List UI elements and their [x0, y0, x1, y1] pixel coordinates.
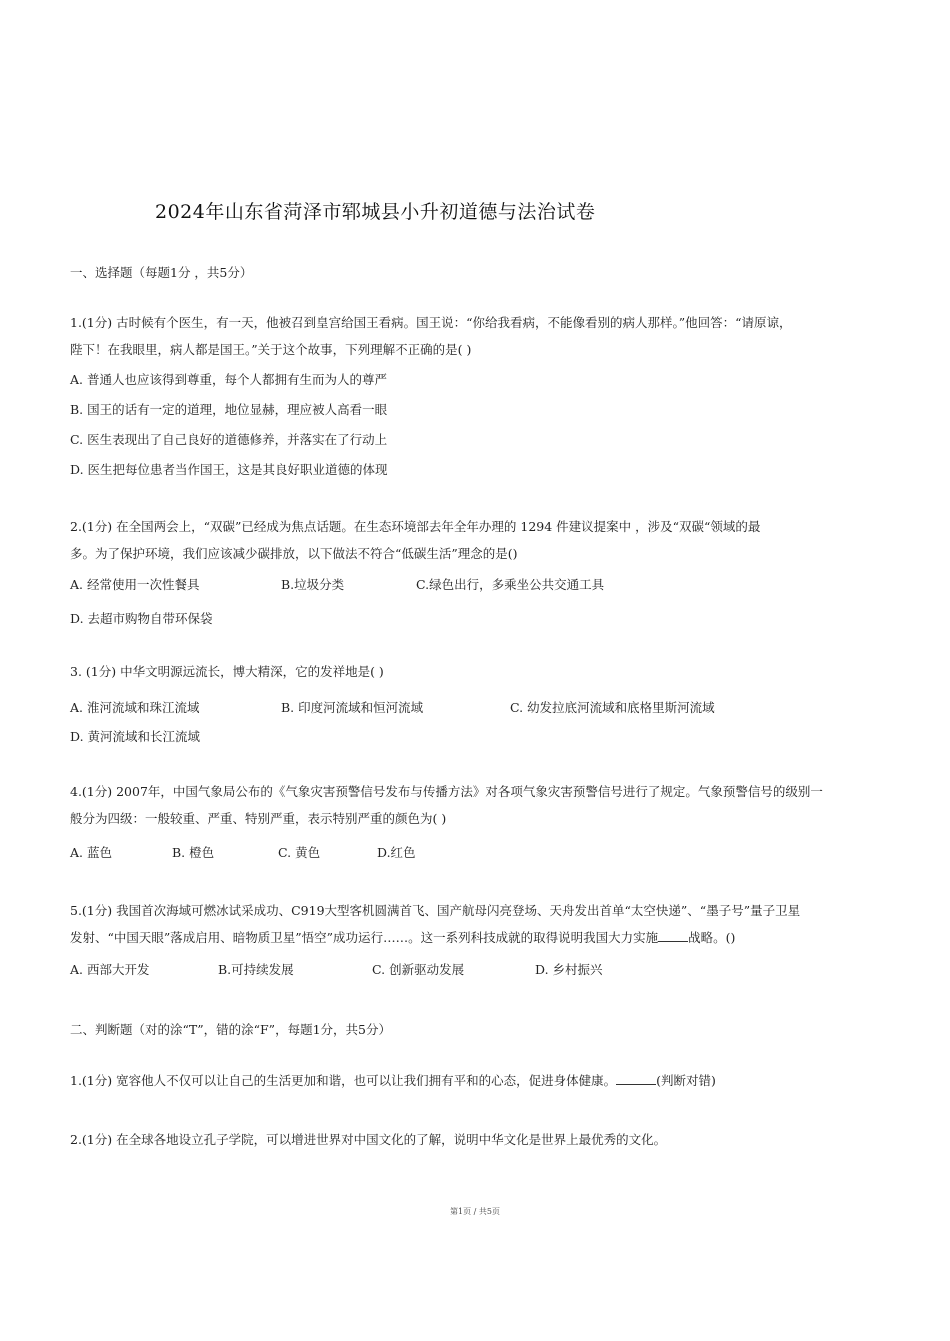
question-1-line1: 1.(1分) 古时候有个医生，有一天，他被召到皇宫给国王看病。国王说：“你给我看病，不能像看别的病人那样。”他回答：“请原谅，: [70, 315, 792, 330]
question-5-option-d: D. 乡村振兴: [535, 962, 603, 977]
judgment-1: [70, 1067, 890, 1094]
question-2-option-b: B.垃圾分类: [281, 577, 345, 592]
answer-blank[interactable]: [616, 1072, 656, 1085]
question-5-option-b: B.可持续发展: [218, 962, 294, 977]
question-4-option-b: B. 橙色: [172, 845, 215, 860]
question-1-option-d: D. 医生把每位患者当作国王，这是其良好职业道德的体现: [70, 462, 388, 477]
question-2-option-d: D. 去超市购物自带环保袋: [70, 611, 213, 626]
page-footer: 第1页 / 共5页: [450, 1207, 500, 1216]
section-heading-choice: 一、选择题（每题1分 ，共5分）: [70, 265, 253, 280]
question-1-option-b: B. 国王的话有一定的道理，地位显赫，理应被人高看一眼: [70, 402, 388, 417]
question-3-option-b: B. 印度河流域和恒河流域: [281, 700, 424, 715]
question-1-line2: 陛下！在我眼里，病人都是国王。”关于这个故事，下列理解不正确的是( ): [70, 342, 472, 357]
answer-blank[interactable]: [658, 929, 688, 942]
question-2-option-a: A. 经常使用一次性餐具: [70, 577, 200, 592]
question-4-option-d: D.红色: [377, 845, 416, 860]
question-4-line2: 般分为四级：一般较重、严重、特别严重，表示特别严重的颜色为( ): [70, 811, 447, 826]
question-2-line1: 2.(1分) 在全国两会上，“双碳”已经成为焦点话题。在生态环境部去年全年办理的 1294 件建议提案中 ，涉及“双碳“领域的最: [70, 519, 761, 534]
judgment-2-text: 2.(1分) 在全球各地设立孔子学院，可以增进世界对中国文化的了解，说明中华文化是世界上最优秀的文化。: [70, 1132, 667, 1147]
judgment-1-suffix: (判断对错): [656, 1073, 716, 1088]
question-4-option-a: A. 蓝色: [70, 845, 112, 860]
page-title: 2024年山东省菏泽市郓城县小升初道德与法治试卷: [155, 201, 596, 223]
judgment-2: [70, 1126, 890, 1153]
question-4-option-c: C. 黄色: [278, 845, 321, 860]
question-2-option-c: C.绿色出行，多乘坐公共交通工具: [416, 577, 605, 592]
question-5-option-c: C. 创新驱动发展: [372, 962, 465, 977]
question-2-line2: 多。为了保护环境，我们应该减少碳排放，以下做法不符合“低碳生活”理念的是(): [70, 546, 518, 561]
question-5-line1: 5.(1分) 我国首次海域可燃冰试采成功、C919大型客机圆满首飞、国产航母闪亮登场、天舟发出首单“太空快递”、“墨子号”量子卫星: [70, 903, 801, 918]
question-5-line2-end: 战略。(): [688, 930, 736, 945]
question-5-stem: [70, 897, 890, 951]
question-1-option-c: C. 医生表现出了自己良好的道德修养，并落实在了行动上: [70, 432, 388, 447]
question-3-stem: [70, 658, 890, 685]
question-5-line2-text: 发射、“中国天眼”落成启用、暗物质卫星”悟空”成功运行……。这一系列科技成就的取得说明我国大力实施: [70, 930, 659, 945]
question-2-stem: [70, 513, 890, 567]
judgment-1-text: 1.(1分) 宽容他人不仅可以让自己的生活更加和谐，也可以让我们拥有平和的心态，促进身体健康。: [70, 1073, 617, 1088]
question-4-line1: 4.(1分) 2007年，中国气象局公布的《气象灾害预警信号发布与传播方法》对各项气象灾害预警信号进行了规定。气象预警信号的级别一: [70, 784, 823, 799]
question-5-option-a: A. 西部大开发: [70, 962, 150, 977]
question-1-option-a: A. 普通人也应该得到尊重，每个人都拥有生而为人的尊严: [70, 372, 387, 387]
question-3-line1: 3. (1分) 中华文明源远流长，博大精深，它的发祥地是( ): [70, 664, 384, 679]
question-3-option-c: C. 幼发拉底河流域和底格里斯河流域: [510, 700, 715, 715]
question-5-line2: [70, 924, 890, 951]
question-3-option-d: D. 黄河流域和长江流域: [70, 729, 201, 744]
question-1-stem: [70, 309, 890, 363]
section-heading-judgment: 二、判断题（对的涂“T”，错的涂“F”，每题1分，共5分）: [70, 1022, 391, 1037]
question-4-stem: [70, 778, 890, 832]
question-3-option-a: A. 淮河流域和珠江流域: [70, 700, 200, 715]
